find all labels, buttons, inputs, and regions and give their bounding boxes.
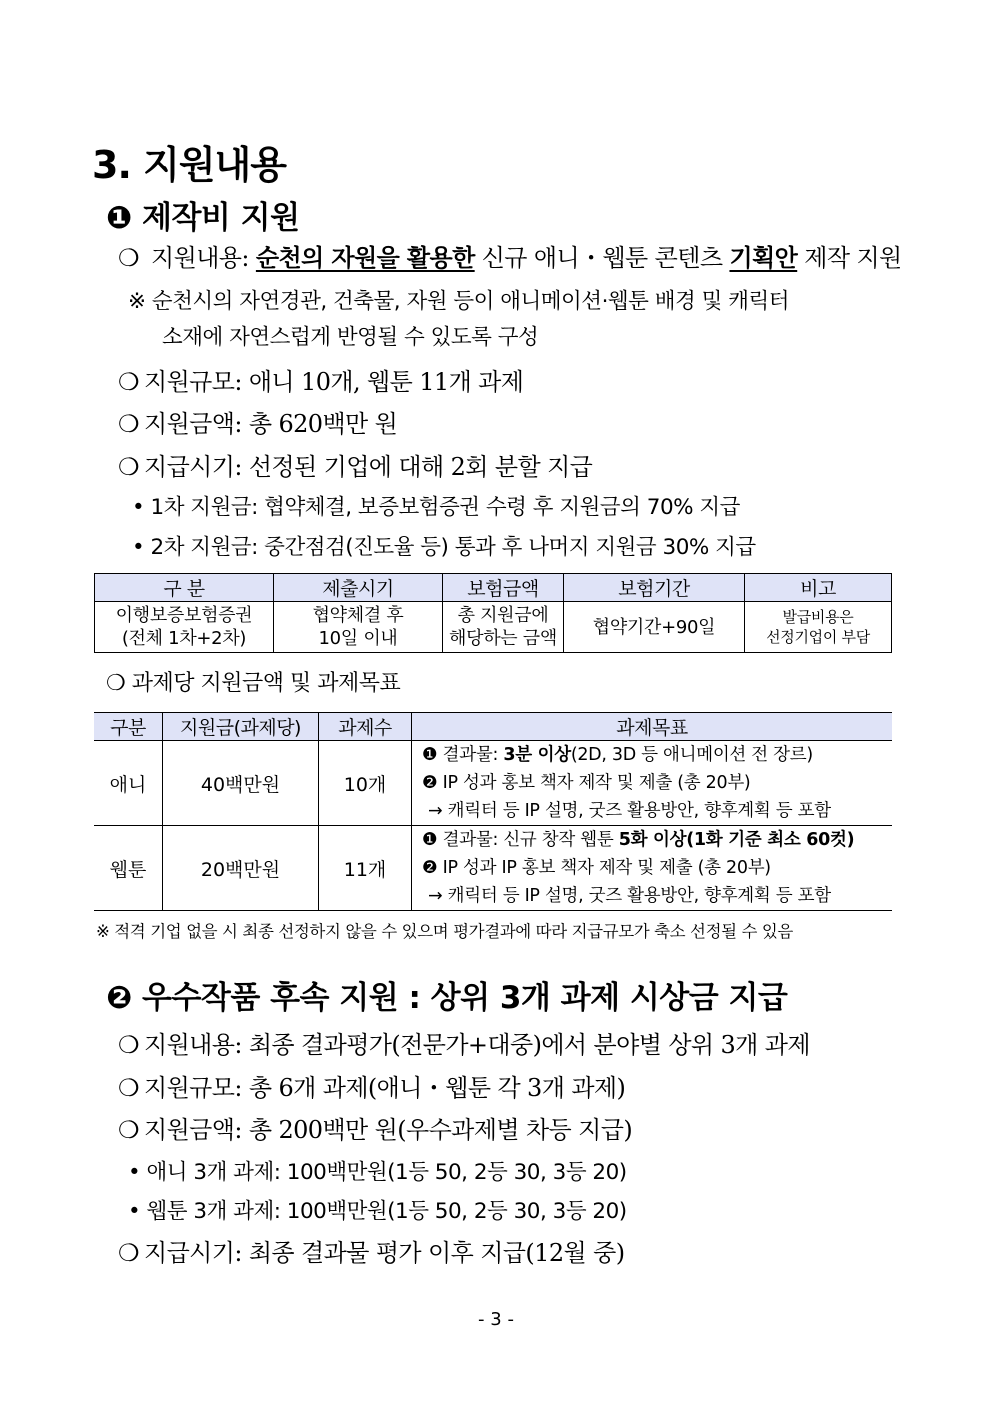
- table-header-cell: 구 분: [95, 574, 274, 602]
- amount-text: 지원금액: 총 620백만 원: [144, 410, 398, 438]
- part2-content-line: [118, 1025, 810, 1060]
- circle-bullet-icon: ❍: [118, 1031, 139, 1059]
- content-text: 지원내용: 최종 결과평가(전문가+대중)에서 분야별 상위 3개 과제: [144, 1031, 810, 1059]
- table-cell: 20백만원: [163, 826, 319, 911]
- circle-bullet-icon: ❍: [118, 453, 139, 481]
- part1-timing-line: [118, 447, 592, 482]
- payment-2-line: • 2차 지원금: 중간점검(진도율 등) 통과 후 나머지 지원금 30% 지급: [132, 535, 756, 560]
- cell-line: 해당하는 금액: [449, 628, 557, 649]
- table-header-cell: 지원금(과제당): [163, 713, 319, 741]
- cell-line: 발급비용은: [782, 608, 854, 626]
- table-row: [94, 826, 892, 911]
- circle-bullet-icon: ❍: [118, 1239, 139, 1267]
- part1-content-line: [118, 238, 902, 273]
- cell-line: 협약체결 후: [312, 605, 404, 626]
- cell-line: 총 지원금에: [457, 605, 549, 626]
- goal-line: → 캐릭터 등 IP 설명, 굿즈 활용방안, 향후계획 등 포함: [428, 801, 831, 821]
- part2-scale-line: [118, 1068, 625, 1103]
- goal-line: ❷ IP 성과 홍보 책자 제작 및 제출 (총 20부): [422, 773, 751, 793]
- part1-scale-line: [118, 362, 523, 397]
- payment-1-line: • 1차 지원금: 협약체결, 보증보험증권 수령 후 지원금의 70% 지급: [132, 495, 740, 520]
- table-cell: 11개: [319, 826, 412, 911]
- goal-text: (2D, 3D 등 애니메이션 전 장르): [570, 745, 813, 765]
- table-cell: [443, 602, 564, 653]
- part1-amount-line: [118, 404, 397, 439]
- page-number: - 3 -: [478, 1309, 514, 1330]
- circle-bullet-icon: ❍: [118, 244, 139, 272]
- table-cell: [274, 602, 443, 653]
- part2-amount-line: [118, 1110, 632, 1145]
- timing-text: 지급시기: 최종 결과물 평가 이후 지급(12월 중): [144, 1239, 625, 1267]
- table-header-row: [95, 574, 892, 602]
- table-header-cell: 보험기간: [564, 574, 745, 602]
- circle-bullet-icon: ❍: [118, 1116, 139, 1144]
- table-cell: 40백만원: [163, 741, 319, 826]
- table-cell: 애니: [94, 741, 163, 826]
- section-title: 3. 지원내용: [92, 143, 286, 187]
- ani-award-line: • 애니 3개 과제: 100백만원(1등 50, 2등 30, 3등 20): [128, 1160, 627, 1185]
- part1-heading: ❶ 제작비 지원: [106, 200, 300, 236]
- scale-text: 지원규모: 애니 10개, 웹툰 11개 과제: [144, 368, 524, 396]
- table-cell: 웹툰: [94, 826, 163, 911]
- table-header-cell: 과제목표: [412, 713, 893, 741]
- cell-line: 선정기업이 부담: [766, 628, 870, 646]
- goal-line: ❷ IP 성과 IP 홍보 책자 제작 및 제출 (총 20부): [422, 858, 771, 878]
- goal-line: [422, 741, 892, 769]
- timing-text: 지급시기: 선정된 기업에 대해 2회 분할 지급: [144, 453, 593, 481]
- table-row: [95, 602, 892, 653]
- goal-bold: 5화 이상(1화 기준 최소 60컷): [618, 830, 855, 850]
- table-cell: 협약기간+90일: [564, 602, 745, 653]
- content-end: 제작 지원: [804, 244, 902, 272]
- table-header-cell: 구분: [94, 713, 163, 741]
- table-header-cell: 보험금액: [443, 574, 564, 602]
- webtoon-award-line: • 웹툰 3개 과제: 100백만원(1등 50, 2등 30, 3등 20): [128, 1199, 627, 1224]
- cell-line: 이행보증보험증권: [115, 605, 253, 626]
- goal-line: [422, 826, 892, 854]
- goal-text: ❶ 결과물: 신규 창작 웹툰: [422, 830, 619, 850]
- table-cell: [95, 602, 274, 653]
- table-cell: [745, 602, 892, 653]
- insurance-table: [94, 573, 892, 653]
- content-bold-plan: 기획안: [729, 243, 798, 272]
- table-row: [94, 741, 892, 826]
- cell-line: 10일 이내: [318, 628, 398, 649]
- circle-bullet-icon: ❍: [118, 410, 139, 438]
- table-cell: [412, 741, 893, 826]
- part2-timing-line: [118, 1233, 624, 1268]
- table-cell: [412, 826, 893, 911]
- table-header-cell: 제출시기: [274, 574, 443, 602]
- task-goal-table: [94, 712, 892, 911]
- table-cell: 10개: [319, 741, 412, 826]
- goal-text: ❶ 결과물:: [422, 745, 504, 765]
- cell-line: (전체 1차+2차): [121, 628, 247, 649]
- circle-bullet-icon: ❍: [118, 368, 139, 396]
- table-header-cell: 과제수: [319, 713, 412, 741]
- per-task-heading: ❍ 과제당 지원금액 및 과제목표: [106, 671, 401, 696]
- content-label: 지원내용:: [151, 244, 249, 272]
- footnote: ※ 적격 기업 없을 시 최종 선정하지 않을 수 있으며 평가결과에 따라 지급규모가 축소 선정될 수 있음: [96, 922, 793, 941]
- scale-text: 지원규모: 총 6개 과제(애니・웹툰 각 3개 과제): [144, 1074, 626, 1102]
- part1-note-line2: 소재에 자연스럽게 반영될 수 있도록 구성: [162, 325, 539, 350]
- part2-heading: ❷ 우수작품 후속 지원 : 상위 3개 과제 시상금 지급: [106, 980, 788, 1016]
- circle-bullet-icon: ❍: [118, 1074, 139, 1102]
- goal-line: → 캐릭터 등 IP 설명, 굿즈 활용방안, 향후계획 등 포함: [428, 886, 831, 906]
- amount-text: 지원금액: 총 200백만 원(우수과제별 차등 지급): [144, 1116, 633, 1144]
- goal-bold: 3분 이상: [503, 745, 571, 765]
- table-header-cell: 비고: [745, 574, 892, 602]
- table-header-row: [94, 713, 892, 741]
- content-bold-resource: 순천의 자원을 활용한: [255, 243, 475, 272]
- part1-note-line1: ※ 순천시의 자연경관, 건축물, 자원 등이 애니메이션·웹툰 배경 및 캐릭터: [128, 289, 790, 314]
- content-mid: 신규 애니・웹툰 콘텐츠: [481, 244, 723, 272]
